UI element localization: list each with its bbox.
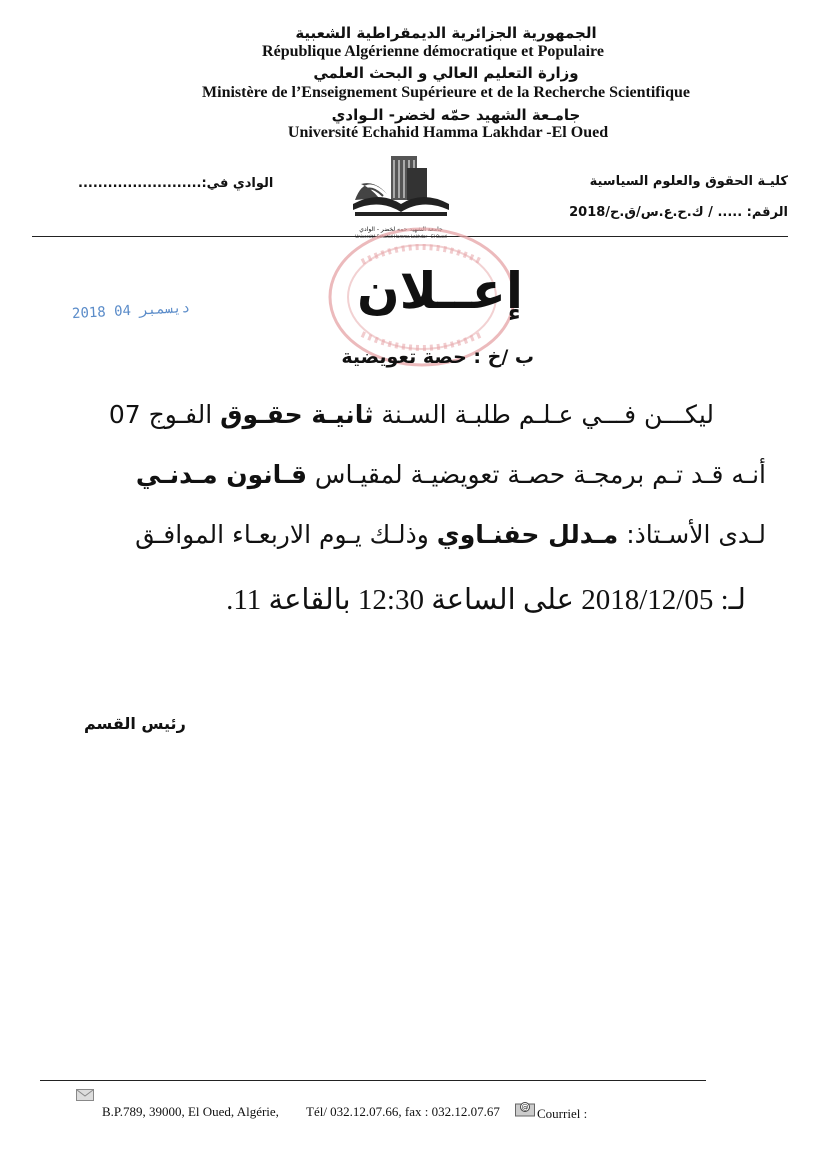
body-line-4: لـ: 2018/12/05 على الساعة 12:30 بالقاعة 11. bbox=[226, 584, 746, 616]
svg-text:@: @ bbox=[521, 1103, 529, 1112]
place-date: الوادي في:......................... bbox=[78, 176, 274, 191]
faculty-name: كليـة الحقوق والعلوم السياسية bbox=[589, 174, 788, 189]
footer-divider bbox=[40, 1080, 706, 1081]
logo-caption-fr: Université Echahid Hamma Lakhdar - El Oued bbox=[355, 234, 447, 239]
footer-email-label: Courriel : bbox=[537, 1106, 588, 1121]
body-line-1-c: الفـوج 07 bbox=[108, 400, 221, 429]
header-ar-ministry: وزارة التعليم العالي و البحث العلمي bbox=[313, 64, 579, 82]
header-fr-republic: République Algérienne démocratique et Populaire bbox=[262, 43, 604, 60]
body-line-3-c: وذلـك يـوم الاربعـاء الموافـق bbox=[135, 520, 437, 549]
logo-caption-ar: جامعة الشهيد حمه لخضر - الوادي bbox=[359, 226, 443, 233]
professor-name: مـدلل حفنـاوي bbox=[436, 520, 619, 549]
body-line-2-a: أنـه قـد تـم برمجـة حصـة تعويضيـة لمقيـاس bbox=[306, 460, 766, 489]
department-head-signature: رئيس القسم bbox=[84, 714, 186, 733]
student-year: ثانيـة حقـوق bbox=[220, 400, 374, 429]
footer-address: B.P.789, 39000, El Oued, Algérie, bbox=[102, 1104, 279, 1119]
body-line-1 bbox=[109, 400, 714, 429]
body-line-2 bbox=[136, 460, 766, 489]
body-line-3 bbox=[135, 520, 766, 549]
footer-phone-fax: Tél/ 032.12.07.66, fax : 032.12.07.67 bbox=[306, 1104, 500, 1119]
header-fr-ministry: Ministère de l’Enseignement Supérieure et de la Recherche Scientifique bbox=[202, 84, 690, 101]
body-line-1-a: ليكـــن فـــي عـلـم طلبـة السـنة bbox=[373, 400, 714, 429]
subject-line: ب /خ : حصة تعويضية bbox=[341, 346, 534, 368]
header-fr-university: Université Echahid Hamma Lakhdar -El Oued bbox=[287, 124, 609, 141]
reference-number: الرقم: ..... / ك.ح.ع.س/ق.ح/2018 bbox=[569, 205, 788, 220]
university-logo-icon bbox=[349, 150, 453, 222]
course-name: قـانون مـدنـي bbox=[135, 460, 307, 489]
body-line-3-a: لـدى الأسـتاذ: bbox=[618, 520, 766, 549]
header-ar-republic: الجمهورية الجزائرية الديمقراطية الشعبية bbox=[295, 24, 597, 42]
mail-icon bbox=[76, 1086, 94, 1105]
email-icon bbox=[515, 1101, 535, 1121]
header-ar-university: جامـعة الشهيد حمّه لخضر- الـوادي bbox=[331, 106, 581, 124]
date-stamp: 2018 دیسمبر 04 bbox=[71, 299, 191, 323]
announcement-title: إعــلان bbox=[356, 262, 524, 320]
